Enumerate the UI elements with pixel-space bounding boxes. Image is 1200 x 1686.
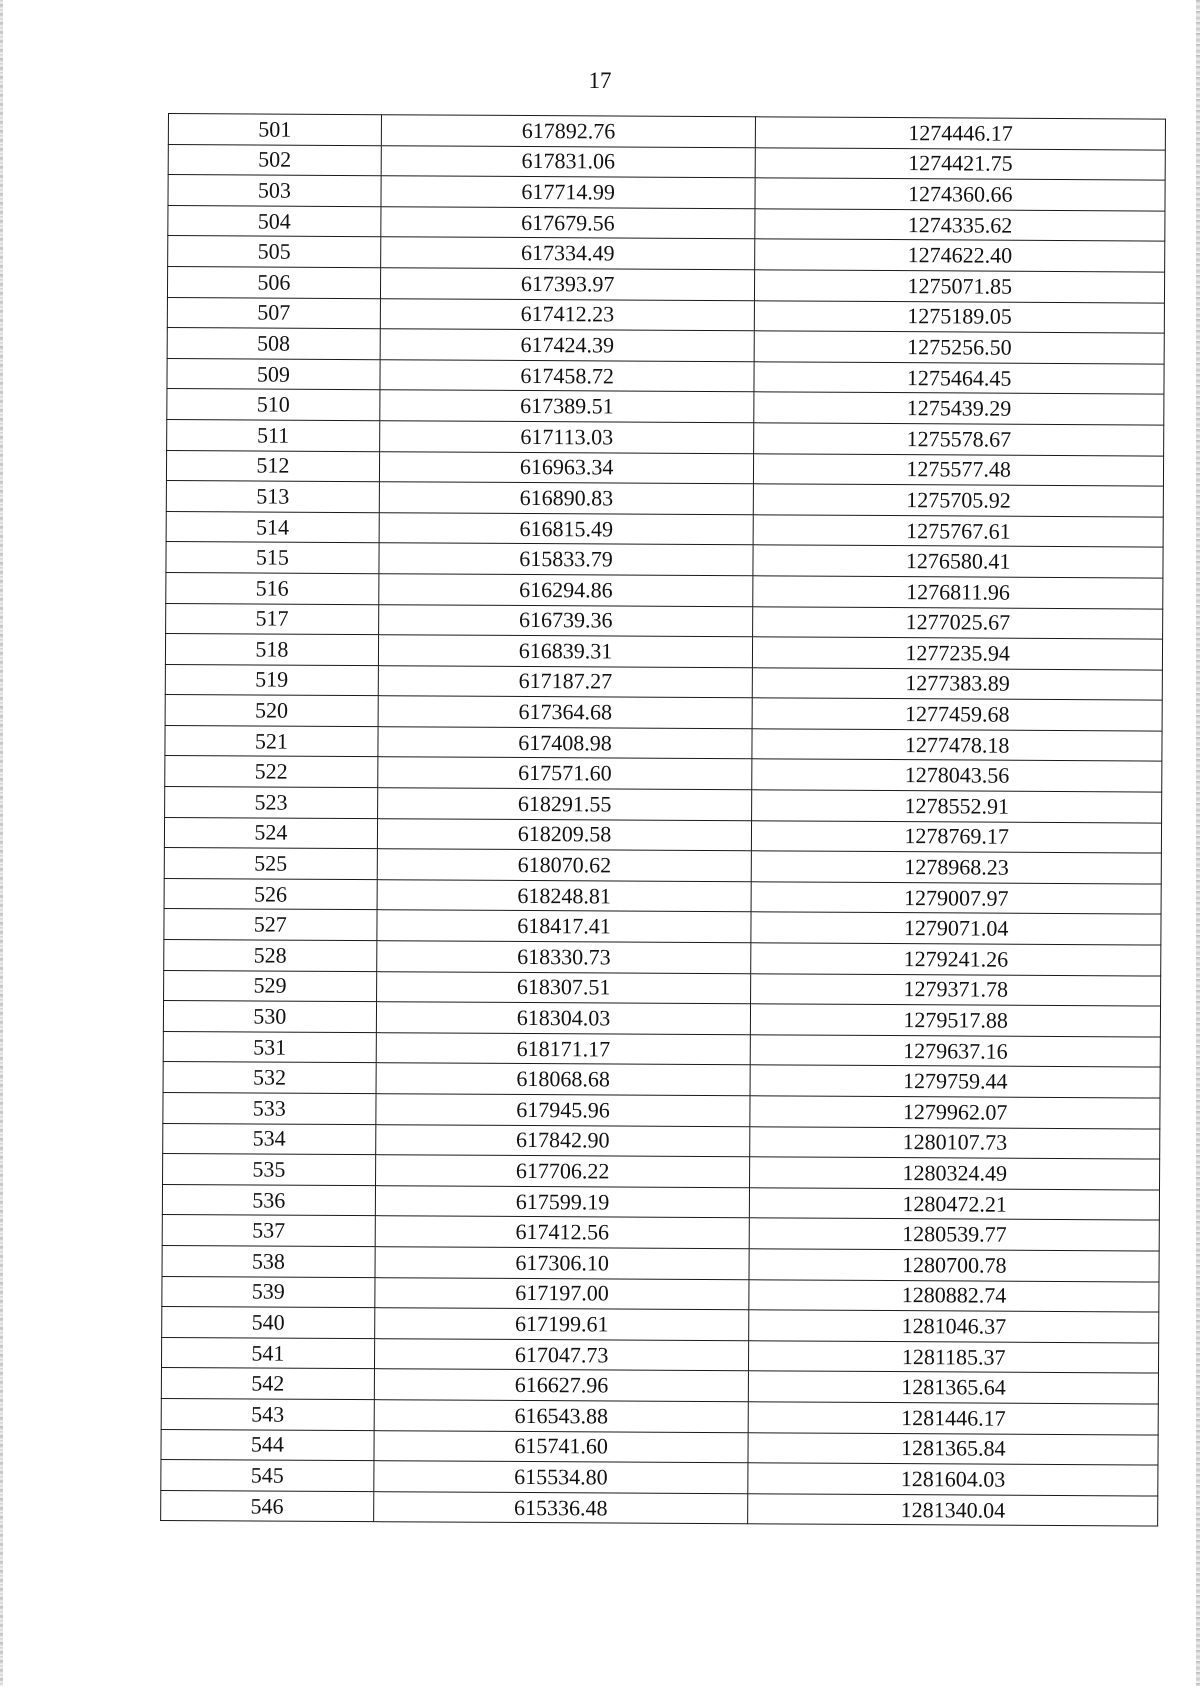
x-coordinate-cell: 617458.72 — [380, 359, 755, 392]
scan-edge-right — [1196, 0, 1200, 1686]
point-number-cell: 508 — [167, 328, 380, 360]
point-number-cell: 520 — [165, 695, 378, 727]
x-coordinate-cell: 616839.31 — [378, 635, 753, 668]
point-number-cell: 515 — [166, 542, 379, 574]
point-number-cell: 509 — [167, 358, 380, 390]
x-coordinate-cell: 617599.19 — [375, 1185, 750, 1218]
x-coordinate-cell: 618330.73 — [376, 941, 751, 974]
y-coordinate-cell: 1278769.17 — [752, 820, 1162, 853]
point-number-cell: 542 — [161, 1368, 374, 1400]
point-number-cell: 511 — [167, 419, 380, 451]
point-number-cell: 510 — [167, 389, 380, 421]
x-coordinate-cell: 615336.48 — [373, 1491, 748, 1524]
point-number-cell: 512 — [166, 450, 379, 482]
point-number-cell: 528 — [164, 940, 377, 972]
x-coordinate-cell: 617047.73 — [374, 1338, 749, 1371]
x-coordinate-cell: 616890.83 — [379, 482, 754, 515]
y-coordinate-cell: 1279007.97 — [751, 882, 1161, 915]
y-coordinate-cell: 1279071.04 — [751, 912, 1161, 945]
x-coordinate-cell: 615534.80 — [374, 1461, 749, 1494]
point-number-cell: 513 — [166, 481, 379, 513]
point-number-cell: 529 — [164, 970, 377, 1002]
x-coordinate-cell: 618068.68 — [376, 1063, 751, 1096]
x-coordinate-cell: 618307.51 — [376, 971, 751, 1004]
x-coordinate-cell: 618417.41 — [377, 910, 752, 943]
point-number-cell: 545 — [161, 1460, 374, 1492]
point-number-cell: 525 — [164, 848, 377, 880]
y-coordinate-cell: 1281185.37 — [749, 1341, 1159, 1374]
y-coordinate-cell: 1275256.50 — [755, 331, 1165, 364]
point-number-cell: 544 — [161, 1429, 374, 1461]
point-number-cell: 506 — [167, 266, 380, 298]
point-number-cell: 530 — [163, 1001, 376, 1033]
coordinate-table — [160, 113, 1166, 1527]
y-coordinate-cell: 1276580.41 — [753, 545, 1163, 578]
x-coordinate-cell: 618070.62 — [377, 849, 752, 882]
x-coordinate-cell: 617199.61 — [374, 1308, 749, 1341]
point-number-cell: 524 — [164, 817, 377, 849]
y-coordinate-cell: 1274622.40 — [755, 239, 1165, 272]
x-coordinate-cell: 617571.60 — [378, 757, 753, 790]
x-coordinate-cell: 618291.55 — [377, 788, 752, 821]
x-coordinate-cell: 616543.88 — [374, 1400, 749, 1433]
y-coordinate-cell: 1280700.78 — [749, 1249, 1159, 1282]
y-coordinate-cell: 1280539.77 — [750, 1218, 1160, 1251]
x-coordinate-cell: 617842.90 — [375, 1124, 750, 1157]
y-coordinate-cell: 1274335.62 — [755, 209, 1165, 242]
point-number-cell: 532 — [163, 1062, 376, 1094]
y-coordinate-cell: 1274360.66 — [755, 178, 1165, 211]
x-coordinate-cell: 617364.68 — [378, 696, 753, 729]
x-coordinate-cell: 617706.22 — [375, 1155, 750, 1188]
x-coordinate-cell: 618248.81 — [377, 880, 752, 913]
x-coordinate-cell: 616294.86 — [379, 574, 754, 607]
y-coordinate-cell: 1275189.05 — [755, 300, 1165, 333]
y-coordinate-cell: 1281365.84 — [748, 1432, 1158, 1465]
y-coordinate-cell: 1274421.75 — [756, 147, 1166, 180]
point-number-cell: 507 — [167, 297, 380, 329]
point-number-cell: 526 — [164, 878, 377, 910]
point-number-cell: 521 — [165, 725, 378, 757]
point-number-cell: 523 — [165, 787, 378, 819]
y-coordinate-cell: 1278552.91 — [752, 790, 1162, 823]
x-coordinate-cell: 617187.27 — [378, 665, 753, 698]
point-number-cell: 546 — [161, 1490, 374, 1522]
x-coordinate-cell: 617393.97 — [380, 268, 755, 301]
y-coordinate-cell: 1281340.04 — [748, 1493, 1158, 1526]
x-coordinate-cell: 617113.03 — [379, 421, 754, 454]
y-coordinate-cell: 1277459.68 — [752, 698, 1162, 731]
x-coordinate-cell: 617408.98 — [378, 727, 753, 760]
y-coordinate-cell: 1275767.61 — [753, 514, 1163, 547]
y-coordinate-cell: 1279371.78 — [751, 973, 1161, 1006]
point-number-cell: 531 — [163, 1031, 376, 1063]
x-coordinate-cell: 617412.23 — [380, 298, 755, 331]
page-number: 17 — [588, 68, 612, 93]
point-number-cell: 504 — [168, 205, 381, 237]
x-coordinate-cell: 616627.96 — [374, 1369, 749, 1402]
x-coordinate-cell: 617197.00 — [375, 1277, 750, 1310]
point-number-cell: 539 — [162, 1276, 375, 1308]
x-coordinate-cell: 615833.79 — [379, 543, 754, 576]
y-coordinate-cell: 1277383.89 — [753, 667, 1163, 700]
x-coordinate-cell: 617892.76 — [381, 115, 756, 148]
y-coordinate-cell: 1280324.49 — [750, 1157, 1160, 1190]
point-number-cell: 502 — [168, 144, 381, 176]
y-coordinate-cell: 1279759.44 — [750, 1065, 1160, 1098]
point-number-cell: 543 — [161, 1398, 374, 1430]
y-coordinate-cell: 1277235.94 — [753, 637, 1163, 670]
x-coordinate-cell: 617424.39 — [380, 329, 755, 362]
y-coordinate-cell: 1277025.67 — [753, 606, 1163, 639]
x-coordinate-cell: 617831.06 — [381, 145, 756, 178]
y-coordinate-cell: 1280107.73 — [750, 1126, 1160, 1159]
point-number-cell: 538 — [162, 1245, 375, 1277]
y-coordinate-cell: 1279962.07 — [750, 1096, 1160, 1129]
x-coordinate-cell: 617306.10 — [375, 1247, 750, 1280]
y-coordinate-cell: 1274446.17 — [756, 117, 1166, 150]
y-coordinate-cell: 1275071.85 — [755, 270, 1165, 303]
y-coordinate-cell: 1280472.21 — [750, 1188, 1160, 1221]
scan-edge-left — [0, 0, 3, 1686]
point-number-cell: 505 — [168, 236, 381, 268]
point-number-cell: 501 — [168, 114, 381, 146]
x-coordinate-cell: 616963.34 — [379, 451, 754, 484]
point-number-cell: 519 — [165, 664, 378, 696]
y-coordinate-cell: 1277478.18 — [752, 729, 1162, 762]
x-coordinate-cell: 617389.51 — [380, 390, 755, 423]
y-coordinate-cell: 1278968.23 — [752, 851, 1162, 884]
y-coordinate-cell: 1281046.37 — [749, 1310, 1159, 1343]
point-number-cell: 535 — [163, 1154, 376, 1186]
point-number-cell: 527 — [164, 909, 377, 941]
x-coordinate-cell: 618171.17 — [376, 1032, 751, 1065]
y-coordinate-cell: 1281365.64 — [749, 1371, 1159, 1404]
y-coordinate-cell: 1275464.45 — [754, 362, 1164, 395]
table-row — [161, 1490, 1158, 1526]
x-coordinate-cell: 617679.56 — [381, 206, 756, 239]
x-coordinate-cell: 618209.58 — [377, 818, 752, 851]
point-number-cell: 514 — [166, 511, 379, 543]
y-coordinate-cell: 1276811.96 — [753, 576, 1163, 609]
x-coordinate-cell: 617334.49 — [380, 237, 755, 270]
x-coordinate-cell: 617412.56 — [375, 1216, 750, 1249]
y-coordinate-cell: 1275578.67 — [754, 423, 1164, 456]
y-coordinate-cell: 1281604.03 — [748, 1463, 1158, 1496]
x-coordinate-cell: 616739.36 — [378, 604, 753, 637]
y-coordinate-cell: 1279637.16 — [751, 1035, 1161, 1068]
point-number-cell: 540 — [162, 1307, 375, 1339]
x-coordinate-cell: 615741.60 — [374, 1430, 749, 1463]
y-coordinate-cell: 1279241.26 — [751, 943, 1161, 976]
x-coordinate-cell: 617945.96 — [376, 1094, 751, 1127]
point-number-cell: 533 — [163, 1092, 376, 1124]
y-coordinate-cell: 1279517.88 — [751, 1004, 1161, 1037]
point-number-cell: 537 — [162, 1215, 375, 1247]
y-coordinate-cell: 1281446.17 — [749, 1402, 1159, 1435]
y-coordinate-cell: 1275439.29 — [754, 392, 1164, 425]
x-coordinate-cell: 618304.03 — [376, 1002, 751, 1035]
point-number-cell: 522 — [165, 756, 378, 788]
x-coordinate-cell: 616815.49 — [379, 512, 754, 545]
point-number-cell: 516 — [166, 572, 379, 604]
x-coordinate-cell: 617714.99 — [381, 176, 756, 209]
y-coordinate-cell: 1275577.48 — [754, 453, 1164, 486]
point-number-cell: 534 — [163, 1123, 376, 1155]
point-number-cell: 518 — [165, 634, 378, 666]
point-number-cell: 541 — [161, 1337, 374, 1369]
point-number-cell: 503 — [168, 175, 381, 207]
point-number-cell: 517 — [166, 603, 379, 635]
y-coordinate-cell: 1280882.74 — [749, 1279, 1159, 1312]
y-coordinate-cell: 1275705.92 — [754, 484, 1164, 517]
point-number-cell: 536 — [162, 1184, 375, 1216]
y-coordinate-cell: 1278043.56 — [752, 759, 1162, 792]
coordinate-table-body — [161, 114, 1166, 1527]
